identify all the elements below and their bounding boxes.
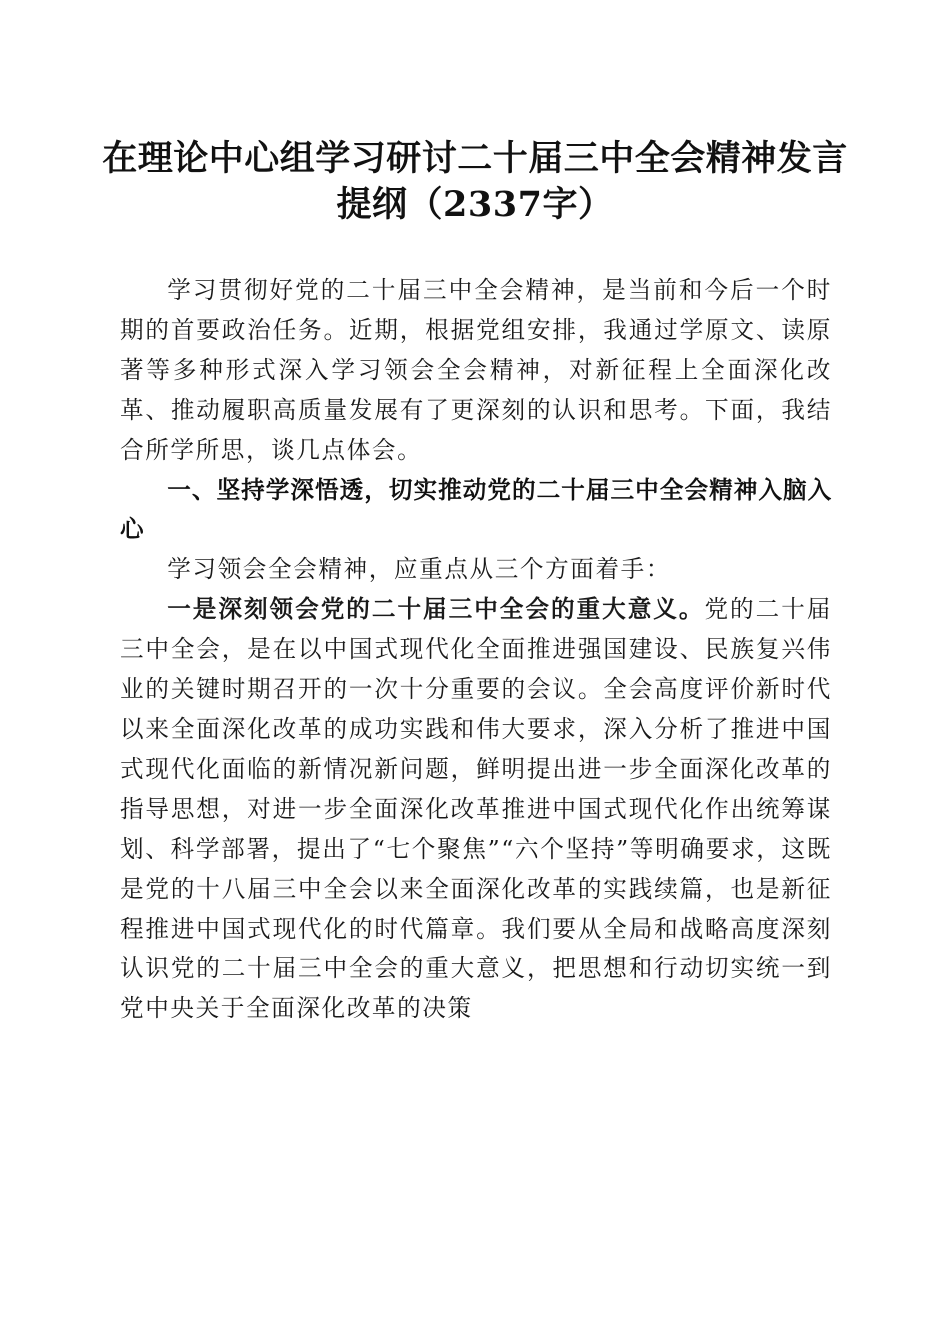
point-1-paragraph xyxy=(120,590,832,1029)
document-title: 在理论中心组学习研讨二十届三中全会精神发言提纲（2337字） xyxy=(102,138,848,225)
document-body xyxy=(120,271,832,1029)
lead-in-paragraph: 学习领会全会精神，应重点从三个方面着手： xyxy=(167,555,672,584)
intro-paragraph: 学习贯彻好党的二十届三中全会精神，是当前和今后一个时期的首要政治任务。近期，根据党组安排，我通过学原文、读原著等多种形式深入学习领会全会精神，对新征程上全面深化改革、推动履职高质量发展有了更深刻的认识和思考。下面，我结合所学所思，谈几点体会。 xyxy=(120,276,832,464)
point-1-lead: 一是深刻领会党的二十届三中全会的重大意义。 xyxy=(167,595,705,624)
point-1-body: 党的二十届三中全会，是在以中国式现代化全面推进强国建设、民族复兴伟业的关键时期召开的一次十分重要的会议。全会高度评价新时代以来全面深化改革的成功实践和伟大要求，深入分析了推进中国式现代化面临的新情况新问题，鲜明提出进一步全面深化改革的指导思想，对进一步全面深化改革推进中国式现代化作出统筹谋划、科学部署，提出了“七个聚焦”“六个坚持”等明确要求，这既是党的十八届三中全会以来全面深化改革的实践续篇，也是新征程推进中国式现代化的时代篇章。我们要从全局和战略高度深刻认识党的二十届三中全会的重大意义，把思想和行动切实统一到党中央关于全面深化改革的决策 xyxy=(120,595,832,1023)
section-heading-1: 一、坚持学深悟透，切实推动党的二十届三中全会精神入脑入心 xyxy=(120,475,832,544)
